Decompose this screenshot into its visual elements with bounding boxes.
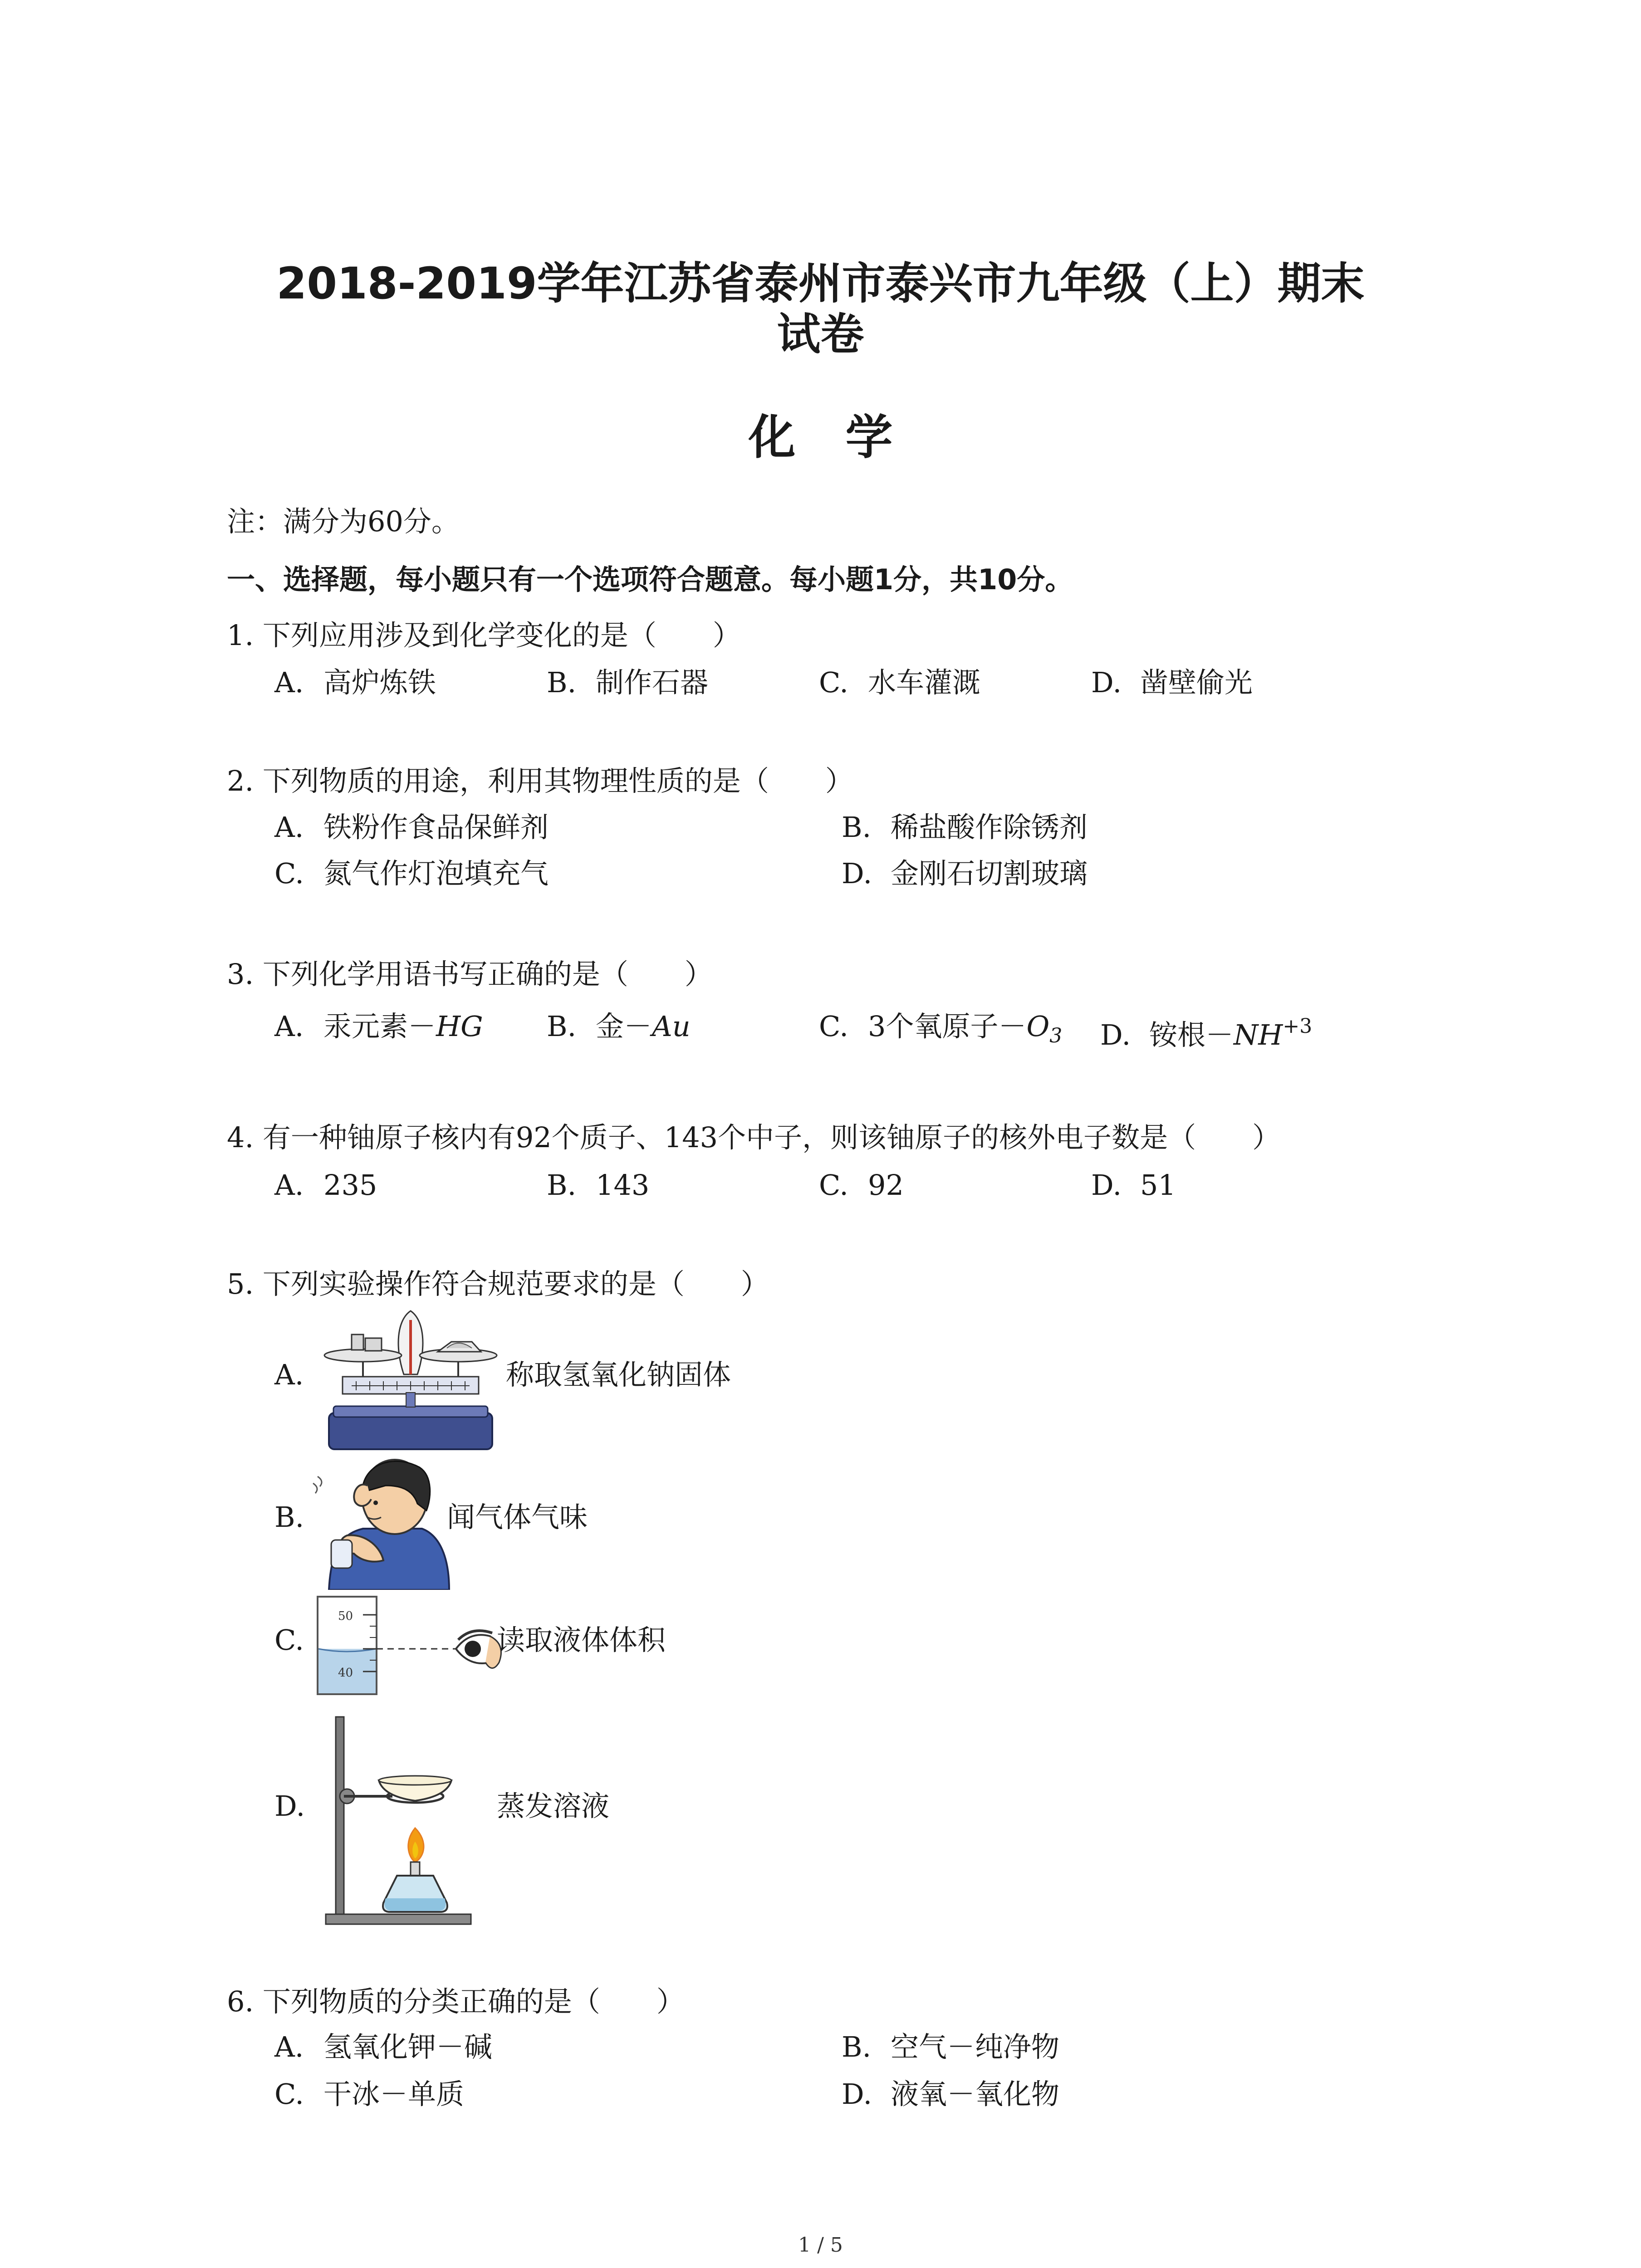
q6-option-c[interactable]: C. 干冰－单质 <box>274 2077 465 2111</box>
question-2-stem: 2. 下列物质的用途，利用其物理性质的是（ ） <box>227 764 853 797</box>
q5-option-b-key[interactable]: B. <box>274 1501 304 1534</box>
q5-option-c-text: 读取液体体积 <box>497 1623 666 1657</box>
exam-title-line1: 2018-2019学年江苏省泰州市泰兴市九年级（上）期末 <box>276 258 1365 309</box>
q2-option-c[interactable]: C. 氮气作灯泡填充气 <box>274 857 549 890</box>
question-6-stem: 6. 下列物质的分类正确的是（ ） <box>227 1985 685 2018</box>
q6-option-d[interactable]: D. 液氧－氧化物 <box>842 2077 1060 2111</box>
cylinder-tick-50: 50 <box>338 1609 353 1623</box>
q5-option-d-key[interactable]: D. <box>274 1789 305 1823</box>
q5-option-d-text: 蒸发溶液 <box>497 1789 610 1823</box>
subject-title: 化学 <box>748 410 943 465</box>
section-heading: 一、选择题，每小题只有一个选项符合题意。每小题1分，共10分。 <box>227 563 1073 596</box>
question-1-stem: 1. 下列应用涉及到化学变化的是（ ） <box>227 619 741 652</box>
q3-option-a[interactable]: A. 汞元素－HG <box>274 1010 483 1043</box>
q5-option-a-key[interactable]: A. <box>274 1358 304 1391</box>
graduated-cylinder-eye-image <box>313 1594 508 1696</box>
q1-option-b[interactable]: B. 制作石器 <box>547 666 709 699</box>
q3-option-d[interactable]: D. 铵根$-NH^{+3}$ <box>1100 1015 1313 1051</box>
question-4-stem: 4. 有一种铀原子核内有92个质子、143个中子，则该铀原子的核外电子数是（ ） <box>227 1121 1281 1154</box>
q2-option-b[interactable]: B. 稀盐酸作除锈剂 <box>842 811 1088 844</box>
q1-option-a[interactable]: A. 高炉炼铁 <box>274 666 436 699</box>
q4-option-d[interactable]: D. 51 <box>1091 1168 1176 1202</box>
evaporation-setup-image <box>318 1712 481 1928</box>
q5-option-c-key[interactable]: C. <box>274 1623 304 1657</box>
page-number: 1 / 5 <box>798 2234 843 2257</box>
exam-title-line2: 试卷 <box>777 309 864 360</box>
q2-option-a[interactable]: A. 铁粉作食品保鲜剂 <box>274 811 549 844</box>
q2-option-d[interactable]: D. 金刚石切割玻璃 <box>842 857 1088 890</box>
score-note: 注：满分为60分。 <box>227 505 460 538</box>
q4-option-b[interactable]: B. 143 <box>547 1168 650 1202</box>
balance-scale-image <box>315 1306 506 1458</box>
q6-option-b[interactable]: B. 空气－纯净物 <box>842 2030 1060 2063</box>
q3-option-c[interactable]: C. 3个氧原子$-O_3$ <box>819 1010 1063 1047</box>
q5-option-a-text: 称取氢氧化钠固体 <box>506 1358 731 1391</box>
q4-option-a[interactable]: A. 235 <box>274 1168 377 1202</box>
q6-option-a[interactable]: A. 氢氧化钾－碱 <box>274 2030 493 2063</box>
q1-option-c[interactable]: C. 水车灌溉 <box>819 666 981 699</box>
cylinder-tick-40: 40 <box>338 1666 353 1680</box>
q3-option-b[interactable]: B. 金－Au <box>547 1010 691 1043</box>
q5-option-b-text: 闻气体气味 <box>447 1501 588 1534</box>
person-smelling-image <box>304 1449 454 1590</box>
q4-option-c[interactable]: C. 92 <box>819 1168 904 1202</box>
question-3-stem: 3. 下列化学用语书写正确的是（ ） <box>227 958 713 991</box>
q1-option-d[interactable]: D. 凿壁偷光 <box>1091 666 1253 699</box>
question-5-stem: 5. 下列实验操作符合规范要求的是（ ） <box>227 1267 769 1300</box>
